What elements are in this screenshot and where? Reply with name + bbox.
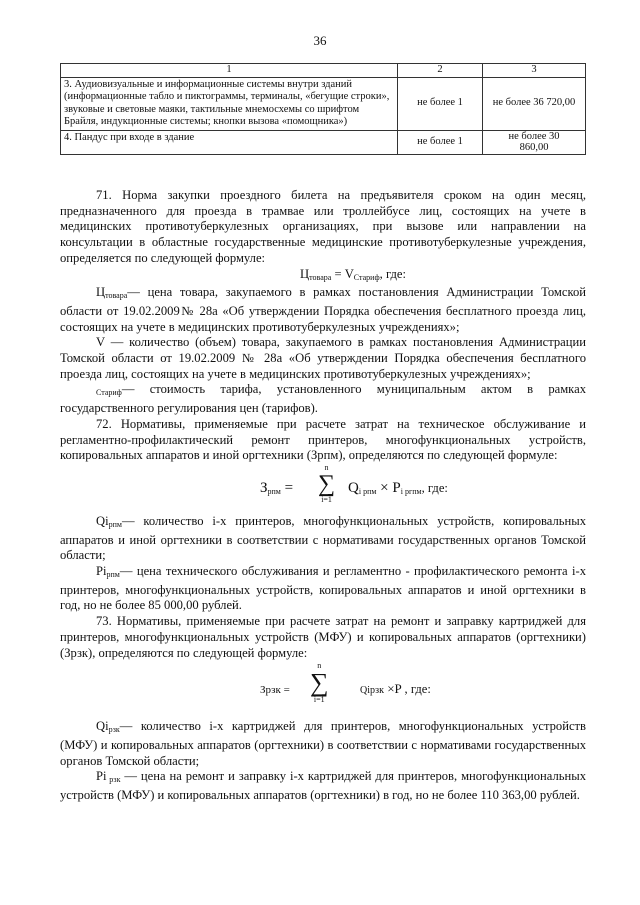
page-number: 36 bbox=[313, 33, 327, 48]
formula-71: $Ц_{товара} = V_{Стариф}$, где: bbox=[300, 266, 406, 282]
table-header-cell: 1 bbox=[61, 64, 398, 78]
paragraph-72: 72. Нормативы, применяемые при расчете затрат на техническое обслуживание и регламентно-профилактический ремонт принтеров, многофункциональных устройств, копировальных аппаратов и иной оргтехники (Зрпм), определяются по следующей формуле: bbox=[60, 416, 586, 463]
definition-pi-rzk: Pi $_{рзк}$ — цена на ремонт и заправку i-х картриджей для принтеров, многофункциональных устройств (МФУ) и копировальных аппаратов (оргтехники) в год, но не более 110 363,00 рублей. bbox=[60, 769, 586, 803]
definition-price: $Ц_{товара}—$ цена товара, закупаемого в рамках постановления Администрации Томской области от 19.02.2009№ 28а «Об утверждении Порядка обеспечения бесплатного проезда лиц, состоящих на учете в медицинских противотуберкулезных учреждениях»; bbox=[60, 285, 586, 334]
formula-73: Зрзк = n ∑ i=1 Qiрзк ×P , где: bbox=[260, 661, 431, 705]
definition-tariff: $_{Стариф}$— стоимость тарифа, установленного муниципальным актом в рамках государственного регулирования цен (тарифов). bbox=[60, 382, 586, 416]
definition-pi-rpm: $Pi_{рпм}—$ цена технического обслуживания и регламентно - профилактического ремонта i-х принтеров, многофункциональных устройств, копировальных аппаратов и иной оргтехники в год, но не более 85 000,00 рублей. bbox=[60, 564, 586, 613]
equipment-table bbox=[60, 63, 586, 155]
table-header-cell: 3 bbox=[483, 64, 586, 78]
table-row bbox=[61, 130, 586, 154]
table-row bbox=[61, 77, 586, 130]
formula-72: $З_{рпм}$ = n ∑ i=1 $Q_{i рпм} \times P_{i ргпм}$, где: bbox=[260, 462, 448, 504]
table-cell-price: не более 36 720,00 bbox=[483, 77, 586, 130]
definition-volume: V — количество (объем) товара, закупаемого в рамках постановления Администрации Томской области от 19.02.2009 № 28а «Об утверждении Порядка обеспечения бесплатного проезда лиц, состоящих на учете в медицинских противотуберкулезных учреждениях»; bbox=[60, 335, 586, 381]
definition-qi-rpm: $Qi_{рпм}—$ количество i-х принтеров, многофункциональных устройств, копировальных аппаратов и иной оргтехники в соответствии с нормативами государственных органов Томской области; bbox=[60, 513, 586, 563]
paragraph-73: 73. Нормативы, применяемые при расчете затрат на ремонт и заправку картриджей для принтеров, многофункциональных устройств (МФУ) и копировальных аппаратов (оргтехники) (Зрзк), определяются по следующей формуле: bbox=[60, 614, 586, 660]
table-header-row bbox=[61, 64, 586, 78]
table-cell-qty: не более 1 bbox=[398, 77, 483, 130]
document-body bbox=[60, 188, 586, 804]
table-header-cell: 2 bbox=[398, 64, 483, 78]
definition-qi-rzk: $Qi_{рзк}—$ количество i-х картриджей для принтеров, многофункциональных устройств (МФУ) и копировальных аппаратов (оргтехники) в соответствии с нормативами государственных органов Томской области; bbox=[60, 719, 586, 768]
table-cell-price: не более 30 860,00 bbox=[483, 130, 586, 154]
table-cell-qty: не более 1 bbox=[398, 130, 483, 154]
paragraph-71: 71. Норма закупки проездного билета на предъявителя сроком на один месяц, предназначенного для проезда в трамвае или троллейбусе лиц, состоящих на учете в медицинских противотуберкулезных организациях, при вызове или направлении на консультации в областные государственные медицинские противотуберкулезные учреждения, определяется по следующей формуле: bbox=[60, 188, 586, 265]
table-cell-name: 4. Пандус при входе в здание bbox=[61, 130, 398, 154]
table-cell-name: 3. Аудиовизуальные и информационные системы внутри зданий (информационные табло и пиктограммы, терминалы, «бегущие строки», звуковые и световые маяки, тактильные мнемосхемы со шрифтом Брайля, индукционные системы; кнопки вызова «помощника») bbox=[61, 77, 398, 130]
